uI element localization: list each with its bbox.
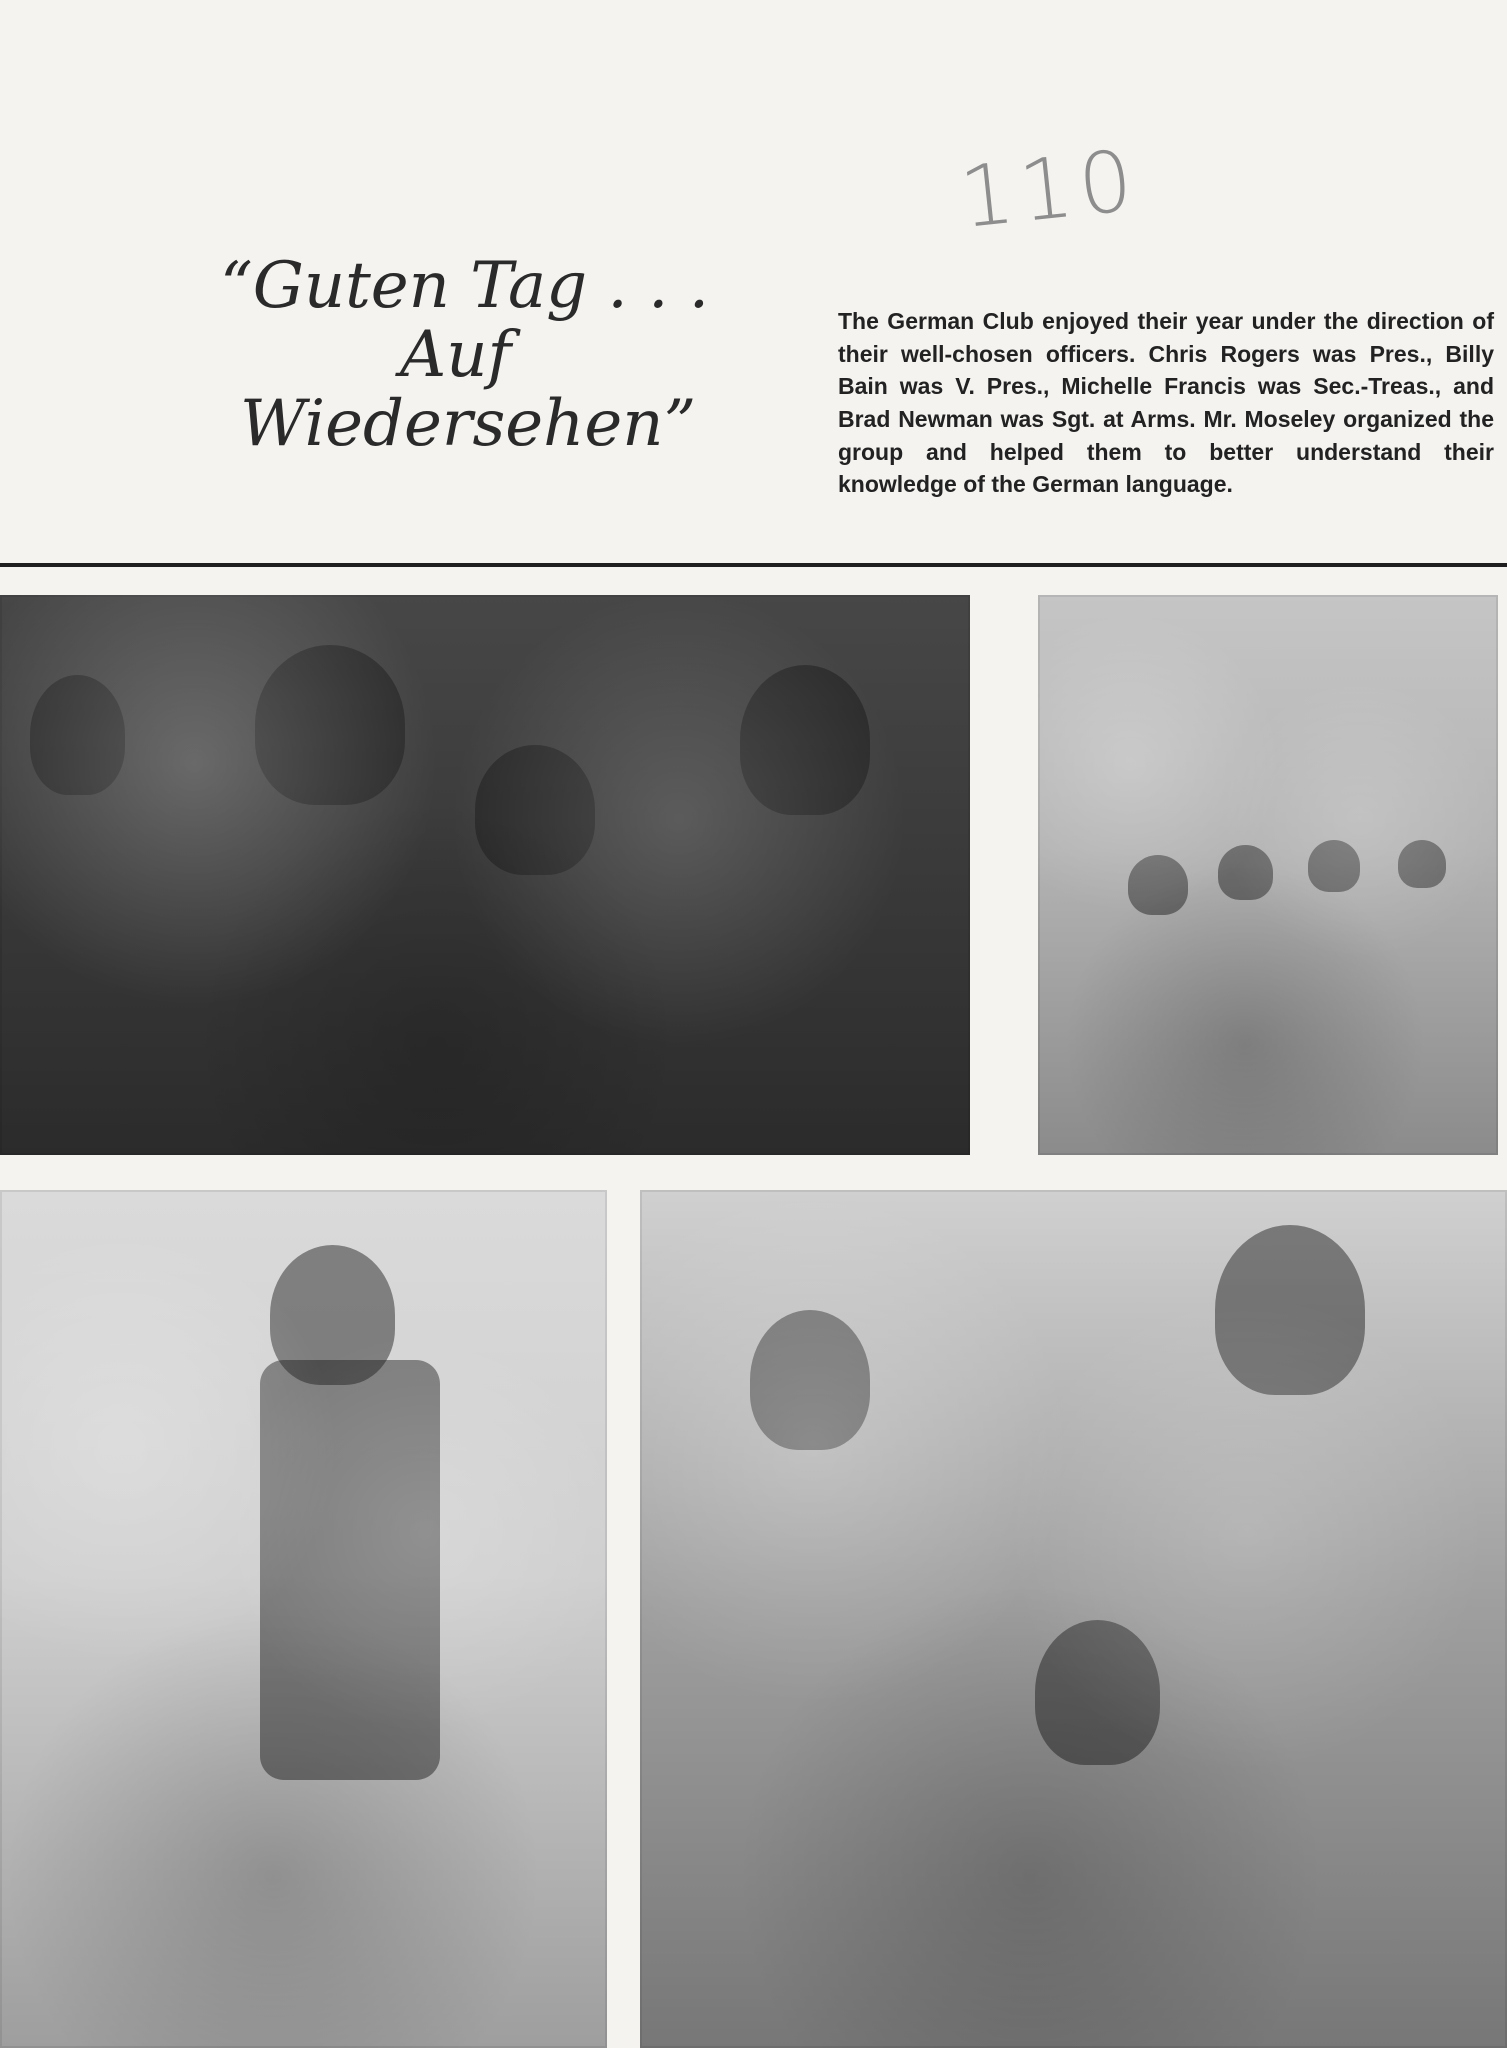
students-photo [640,1190,1507,2048]
title-line-2: Auf [400,318,512,393]
title-line-1: “Guten Tag . . . [220,249,710,323]
intro-text: The German Club enjoyed their year under the direction of their well-chosen officers. Chris Rogers was Pres., Billy Bain was V. Pres., Michelle Francis was Sec.-Treas., and Brad Newman was Sgt. at Arms. Mr. Moseley organized the group and helped them to better understand their knowledge of the German language. [838,308,1494,498]
group-photo [0,595,970,1155]
page-number: 110 [955,130,1143,248]
classroom-photo [1038,595,1498,1155]
page-title [200,249,760,462]
teacher-photo [0,1190,607,2048]
section-divider [0,563,1507,567]
title-line-3: Wiedersehen” [240,387,697,462]
